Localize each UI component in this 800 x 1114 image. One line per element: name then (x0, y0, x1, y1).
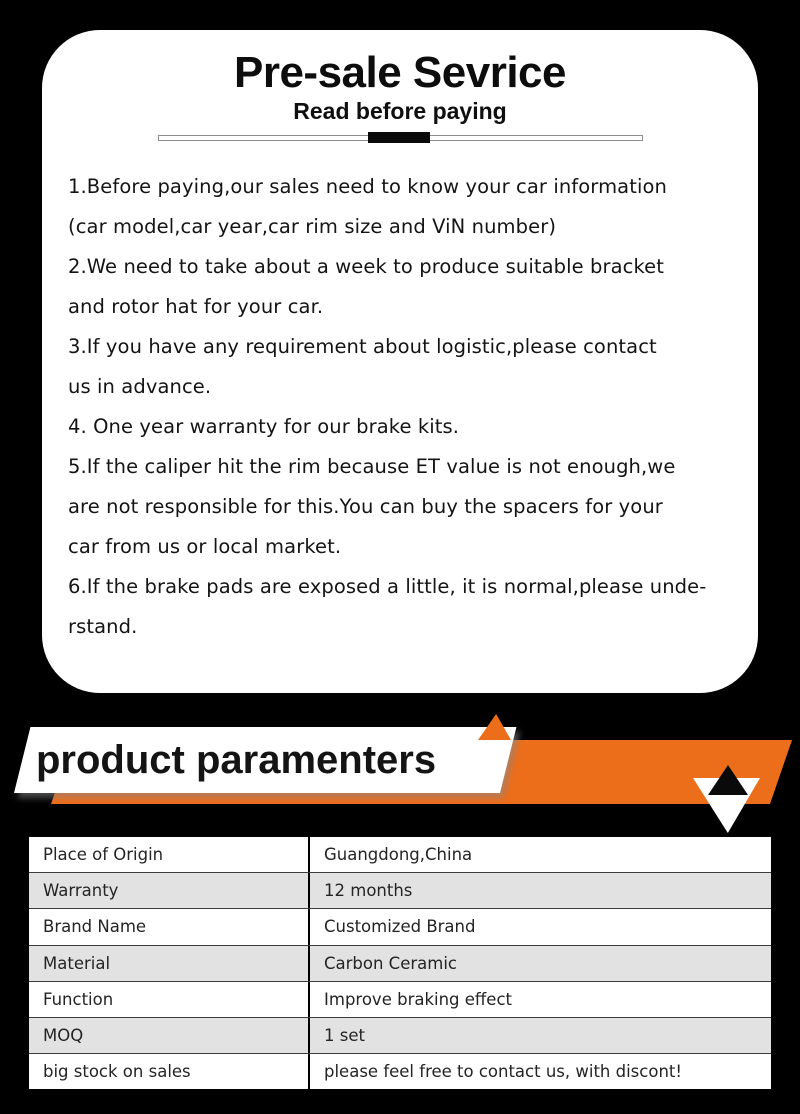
table-row (29, 1017, 771, 1053)
param-label: MOQ (29, 1018, 310, 1053)
table-row (29, 872, 771, 908)
param-value: please feel free to contact us, with discont! (324, 1062, 682, 1082)
param-value: Customized Brand (324, 917, 476, 937)
param-label: Warranty (29, 873, 310, 908)
note-line: 2.We need to take about a week to produce suitable bracket (68, 255, 665, 278)
table-row (29, 1053, 771, 1089)
param-label: Brand Name (29, 909, 310, 944)
note-line: 3.If you have any requirement about logistic,please contact (68, 335, 657, 358)
note-line: 1.Before paying,our sales need to know your car information (68, 175, 667, 198)
table-row (29, 837, 771, 872)
table-row (29, 908, 771, 944)
presale-title: Pre-sale Sevrice (233, 48, 567, 97)
param-value: Carbon Ceramic (324, 953, 457, 973)
note-line: rstand. (68, 615, 138, 638)
param-label: Material (29, 946, 310, 981)
param-value: 1 set (324, 1026, 365, 1046)
title-divider-accent (368, 132, 430, 143)
note-line: car from us or local market. (68, 535, 342, 558)
presale-subtitle: Read before paying (293, 98, 507, 124)
note-line: and rotor hat for your car. (68, 295, 324, 318)
param-value: Improve braking effect (324, 989, 512, 1009)
note-line: are not responsible for this.You can buy the spacers for your (68, 495, 663, 518)
presale-notes-list (68, 167, 740, 647)
note-line: 5.If the caliper hit the rim because ET value is not enough,we (68, 455, 676, 478)
banner-title: product paramenters (36, 738, 437, 782)
parameters-table (27, 835, 773, 1094)
param-label: big stock on sales (29, 1054, 310, 1089)
note-line: (car model,car year,car rim size and ViN number) (68, 215, 557, 238)
param-label: Place of Origin (29, 837, 310, 872)
note-line: 4. One year warranty for our brake kits. (68, 415, 460, 438)
table-row (29, 981, 771, 1017)
param-label: Function (29, 982, 310, 1017)
param-value: Guangdong,China (324, 845, 473, 865)
note-line: us in advance. (68, 375, 212, 398)
table-row (29, 945, 771, 981)
param-value: 12 months (324, 881, 413, 901)
note-line: 6.If the brake pads are exposed a little, it is normal,please unde- (68, 575, 707, 598)
